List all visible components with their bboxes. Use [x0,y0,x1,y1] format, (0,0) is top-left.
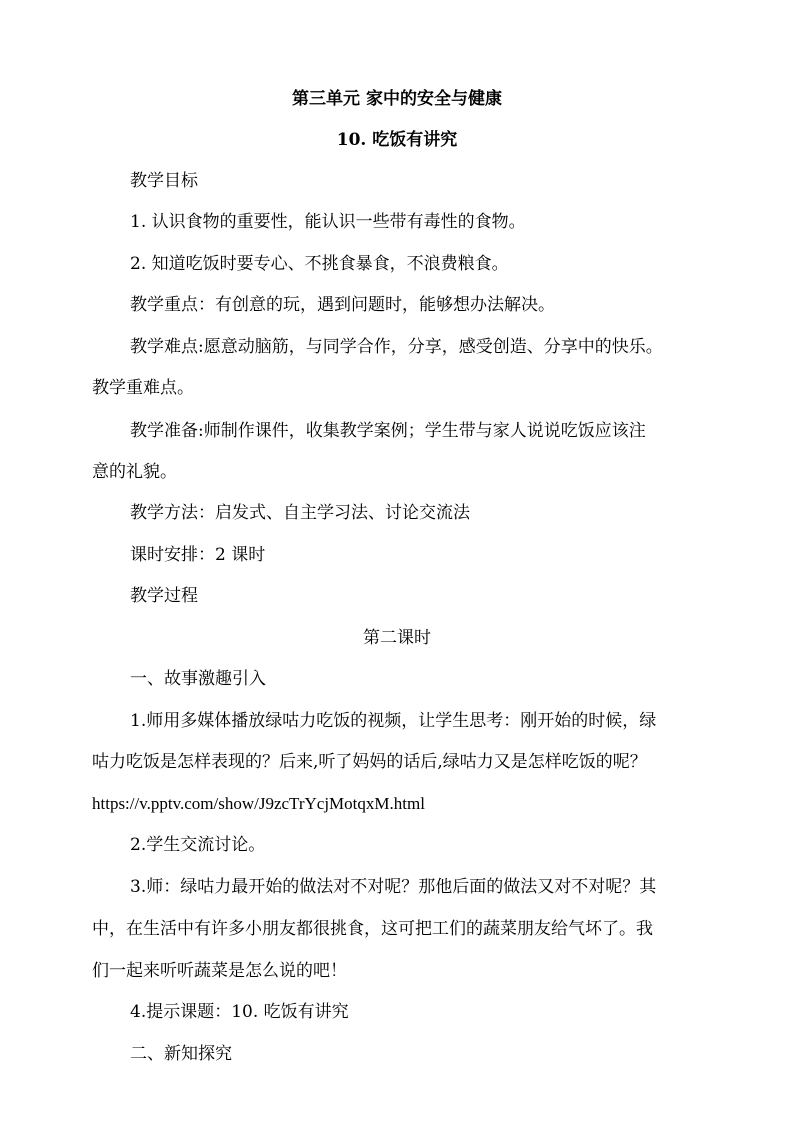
step-3-line-2: 中，在生活中有许多小朋友都很挑食，这可把工们的蔬菜朋友给气坏了。我 [92,919,653,939]
section-2-heading: 二、新知探究 [130,1044,232,1064]
prep-line-2: 意的礼貌。 [92,462,177,482]
objective-1: 1. 认识食物的重要性，能认识一些带有毒性的食物。 [130,212,526,232]
lesson-title: 10. 吃饭有讲究 [336,130,458,150]
teaching-methods: 教学方法：启发式、自主学习法、讨论交流法 [130,503,470,523]
objective-2: 2. 知道吃饭时要专心、不挑食暴食，不浪费粮食。 [130,254,509,274]
section-1-heading: 一、故事激趣引入 [130,669,266,689]
key-points: 教学重点：有创意的玩，遇到问题时，能够想办法解决。 [130,295,555,315]
session-heading: 第二课时 [363,628,431,648]
step-3-line-1: 3.师：绿咕力最开始的做法对不对呢？那他后面的做法又对不对呢？其 [130,877,657,897]
step-4: 4.提示课题：10. 吃饭有讲究 [130,1002,349,1022]
class-schedule: 课时安排：2 课时 [130,545,266,565]
difficulty-line-1: 教学难点:愿意动脑筋，与同学合作，分享，感受创造、分享中的快乐。 [130,337,663,357]
step-1-line-1: 1.师用多媒体播放绿咕力吃饭的视频，让学生思考：刚开始的时候，绿 [130,711,657,731]
step-2: 2.学生交流讨论。 [130,835,266,855]
step-1-line-2: 咕力吃饭是怎样表现的？后来,听了妈妈的话后,绿咕力又是怎样吃饭的呢？ [92,752,647,772]
step-3-line-3: 们一起来听听蔬菜是怎么说的吧！ [92,961,347,981]
video-link[interactable]: https://v.pptv.com/show/J9zcTrYcjMotqxM.html [92,794,425,813]
objectives-heading: 教学目标 [130,171,198,191]
prep-line-1: 教学准备:师制作课件，收集教学案例；学生带与家人说说吃饭应该注 [130,421,646,441]
process-heading: 教学过程 [130,586,198,606]
unit-title: 第三单元 家中的安全与健康 [292,89,502,109]
difficulty-line-2: 教学重难点。 [92,378,194,398]
